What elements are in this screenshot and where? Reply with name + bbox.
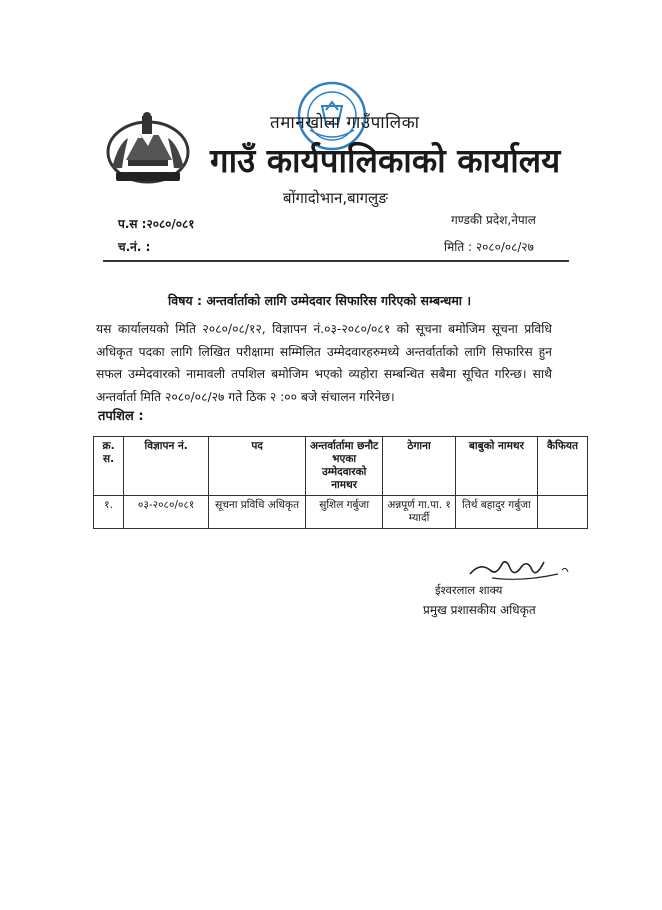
header-serial: क्र. स.	[94, 437, 124, 496]
dispatch-number: च.नं. :	[118, 240, 151, 254]
table-header-row	[94, 437, 588, 496]
details-heading: तपशिल :	[98, 409, 144, 424]
header-advertisement-no: विज्ञापन नं.	[124, 437, 209, 496]
notice-body: यस कार्यालयको मिति २०८०/०८/१२, विज्ञापन नं.०३-२०८०/०८१ को सूचना बमोजिम सूचना प्रविधि अधिकृत पदका लागि लिखित परीक्षामा सम्मिलित उम्मेदवारहरुमध्ये अन्तर्वार्ताको लागि सिफारिस हुन सफल उम्मेदवारको नामावली तपशिल बमोजिम भएको व्यहोरा सम्बन्धित सबैमा सूचित गरिन्छ। साथै अन्तर्वार्ता मिति २०८०/०८/२७ गते ठिक २ :०० बजे संचालन गरिनेछ।	[96, 322, 552, 404]
cell-advertisement-no: ०३-२०८०/०८१	[124, 496, 209, 529]
cell-post: सूचना प्रविधि अधिकृत	[209, 496, 306, 529]
office-address: बोंगादोभान,बागलुङ	[283, 189, 388, 207]
cell-remarks	[538, 496, 588, 529]
signatory-name: ईश्वरलाल शाक्य	[435, 583, 503, 597]
province-label: गण्डकी प्रदेश,नेपाल	[451, 213, 536, 227]
header-divider	[103, 260, 569, 262]
candidate-table	[93, 436, 588, 529]
table-row	[94, 496, 588, 529]
reference-number: प.स :२०८०/०८१	[118, 217, 195, 231]
header-address: ठेगाना	[383, 437, 455, 496]
cell-candidate-name: सुशिल गर्बुजा	[305, 496, 382, 529]
cell-serial: १.	[94, 496, 124, 529]
nepal-coat-of-arms-icon	[98, 108, 198, 190]
office-name: गाउँ कार्यपालिकाको कार्यालय	[210, 141, 561, 180]
municipality-name: तमानखोला गाउँपालिका	[270, 113, 420, 133]
header-father-name: बाबुको नामथर	[455, 437, 537, 496]
header-candidate-name: अन्तर्वार्तामा छनौट भएका उम्मेदवारको नामथर	[305, 437, 382, 496]
cell-address: अन्नपूर्ण गा.पा. १ म्यार्दी	[383, 496, 455, 529]
subject-line: विषय : अन्तर्वार्ताको लागि उम्मेदवार सिफारिस गरिएको सम्बन्धमा ।	[168, 293, 472, 308]
signatory-title: प्रमुख प्रशासकीय अधिकृत	[423, 603, 536, 617]
cell-father-name: तिर्थ बहादुर गर्बुजा	[455, 496, 537, 529]
header-post: पद	[209, 437, 306, 496]
header-remarks: कैफियत	[538, 437, 588, 496]
letter-date: मिति : २०८०/०८/२७	[444, 240, 534, 254]
